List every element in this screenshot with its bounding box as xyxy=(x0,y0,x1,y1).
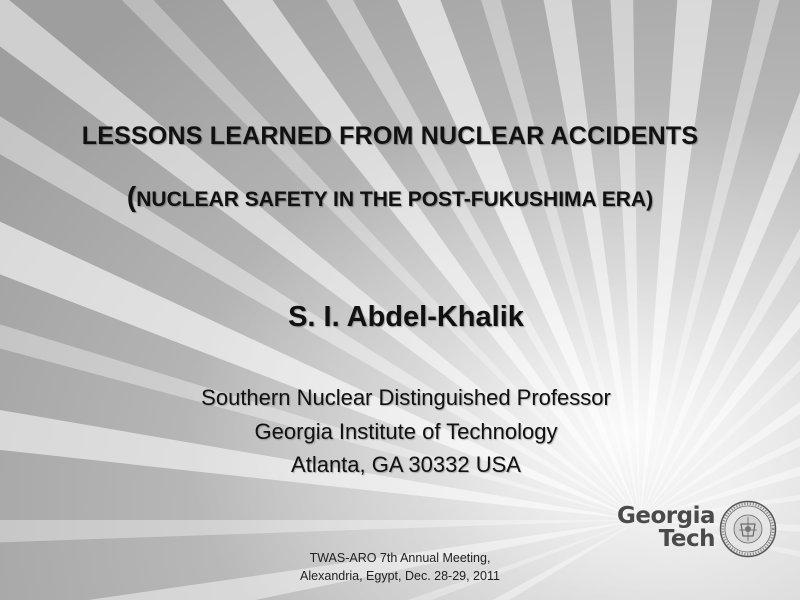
footer-line-2: Alexandria, Egypt, Dec. 28-29, 2011 xyxy=(300,569,500,583)
georgia-tech-seal-icon xyxy=(719,500,777,558)
georgia-tech-logo xyxy=(593,497,783,561)
author-name: S. I. Abdel-Khalik xyxy=(288,301,524,333)
slide-title-line2 xyxy=(0,181,780,213)
footer-line-1: TWAS-ARO 7th Annual Meeting, xyxy=(309,551,491,565)
affiliation-line-3: Atlanta, GA 30332 USA xyxy=(291,452,521,477)
slide-subtitle: NUCLEAR SAFETY IN THE POST-FUKUSHIMA ERA) xyxy=(136,188,654,211)
affiliation-line-1: Southern Nuclear Distinguished Professor xyxy=(201,385,611,410)
title-open-paren: ( xyxy=(126,181,137,212)
logo-word-georgia: Georgia xyxy=(617,503,715,529)
affiliation-line-2: Georgia Institute of Technology xyxy=(254,419,558,444)
slide-title-line1: LESSONS LEARNED FROM NUCLEAR ACCIDENTS xyxy=(81,122,699,150)
logo-wordmark xyxy=(598,505,715,551)
logo-word-tech: Tech xyxy=(658,526,715,552)
